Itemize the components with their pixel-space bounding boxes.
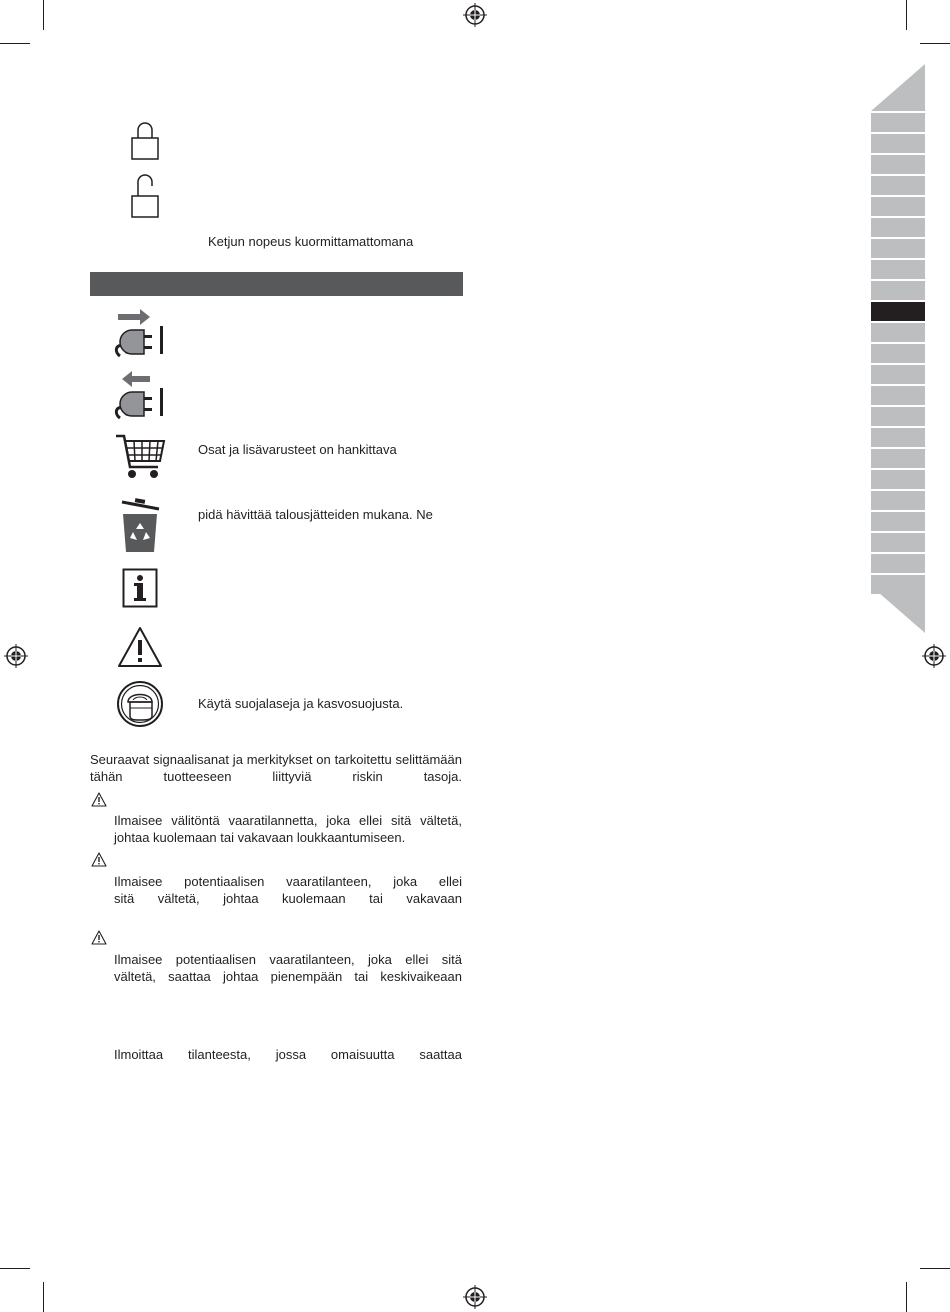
language-tab: [871, 449, 925, 470]
tab-strip-top-wedge: [871, 64, 925, 112]
plug-in-icon: [110, 306, 166, 362]
symbol-description: pidä hävittää talousjätteiden mukana. Ne: [198, 507, 433, 522]
intro-paragraph-text: Seuraavat signaalisanat ja merkitykset on tarkoitettu selittämään tähän tuotteeseen liittyviä riskin tasoja.: [90, 752, 462, 784]
language-tab: [871, 113, 925, 134]
language-tab-strip: [871, 113, 925, 596]
crop-mark: [906, 1282, 907, 1312]
language-tab: [871, 176, 925, 197]
registration-mark-icon: [922, 644, 946, 668]
language-tab: [871, 470, 925, 491]
crop-mark: [0, 1268, 30, 1269]
language-tab: [871, 533, 925, 554]
language-tab: [871, 428, 925, 449]
language-tab: [871, 197, 925, 218]
information-icon: [122, 568, 158, 608]
warning-small-icon: [91, 792, 107, 807]
unplug-icon: [110, 368, 166, 424]
crop-mark: [43, 0, 44, 30]
crop-mark: [920, 43, 950, 44]
padlock-closed-icon: [129, 118, 161, 162]
registration-mark-icon: [463, 1285, 487, 1309]
signal-line: sitä vältetä, johtaa kuolemaan tai vakavaan: [114, 891, 462, 906]
language-tab: [871, 218, 925, 239]
signal-line: johtaa kuolemaan tai vakavaan loukkaantumiseen.: [114, 830, 406, 845]
language-tab: [871, 407, 925, 428]
notice-line: Ilmoittaa tilanteesta, jossa omaisuutta saattaa: [114, 1047, 462, 1062]
signal-line: vältetä, saattaa johtaa pienempään tai keskivaikeaan: [114, 969, 462, 984]
padlock-open-icon: [129, 172, 161, 220]
signal-line: Ilmaisee potentiaalisen vaaratilanteen, joka ellei: [114, 874, 462, 889]
language-tab: [871, 155, 925, 176]
tab-strip-bottom-wedge: [871, 586, 925, 634]
intro-paragraph: [90, 751, 462, 785]
language-tab-active: [871, 302, 925, 323]
section-header-bar: [90, 272, 463, 296]
chain-speed-label: Ketjun nopeus kuormittamattomana: [208, 234, 414, 249]
signal-line: Ilmaisee potentiaalisen vaaratilanteen, joka ellei sitä: [114, 952, 462, 967]
language-tab: [871, 386, 925, 407]
language-tab: [871, 554, 925, 575]
warning-small-icon: [91, 852, 107, 867]
crop-mark: [0, 43, 30, 44]
crop-mark: [920, 1268, 950, 1269]
language-tab: [871, 239, 925, 260]
language-tab: [871, 344, 925, 365]
crop-mark: [43, 1282, 44, 1312]
recycle-bin-icon: [119, 496, 163, 556]
warning-triangle-icon: [117, 626, 163, 668]
symbol-description: Käytä suojalaseja ja kasvosuojusta.: [198, 696, 404, 711]
signal-line: Ilmaisee välitöntä vaaratilannetta, joka ellei sitä vältetä,: [114, 813, 462, 828]
shopping-cart-icon: [114, 433, 166, 481]
symbol-description: Osat ja lisävarusteet on hankittava: [198, 442, 397, 457]
crop-mark: [906, 0, 907, 30]
language-tab: [871, 323, 925, 344]
language-tab: [871, 491, 925, 512]
language-tab: [871, 365, 925, 386]
language-tab: [871, 512, 925, 533]
registration-mark-icon: [463, 3, 487, 27]
face-protection-icon: [116, 680, 164, 728]
warning-small-icon: [91, 930, 107, 945]
language-tab: [871, 260, 925, 281]
registration-mark-icon: [4, 644, 28, 668]
language-tab: [871, 134, 925, 155]
language-tab: [871, 281, 925, 302]
